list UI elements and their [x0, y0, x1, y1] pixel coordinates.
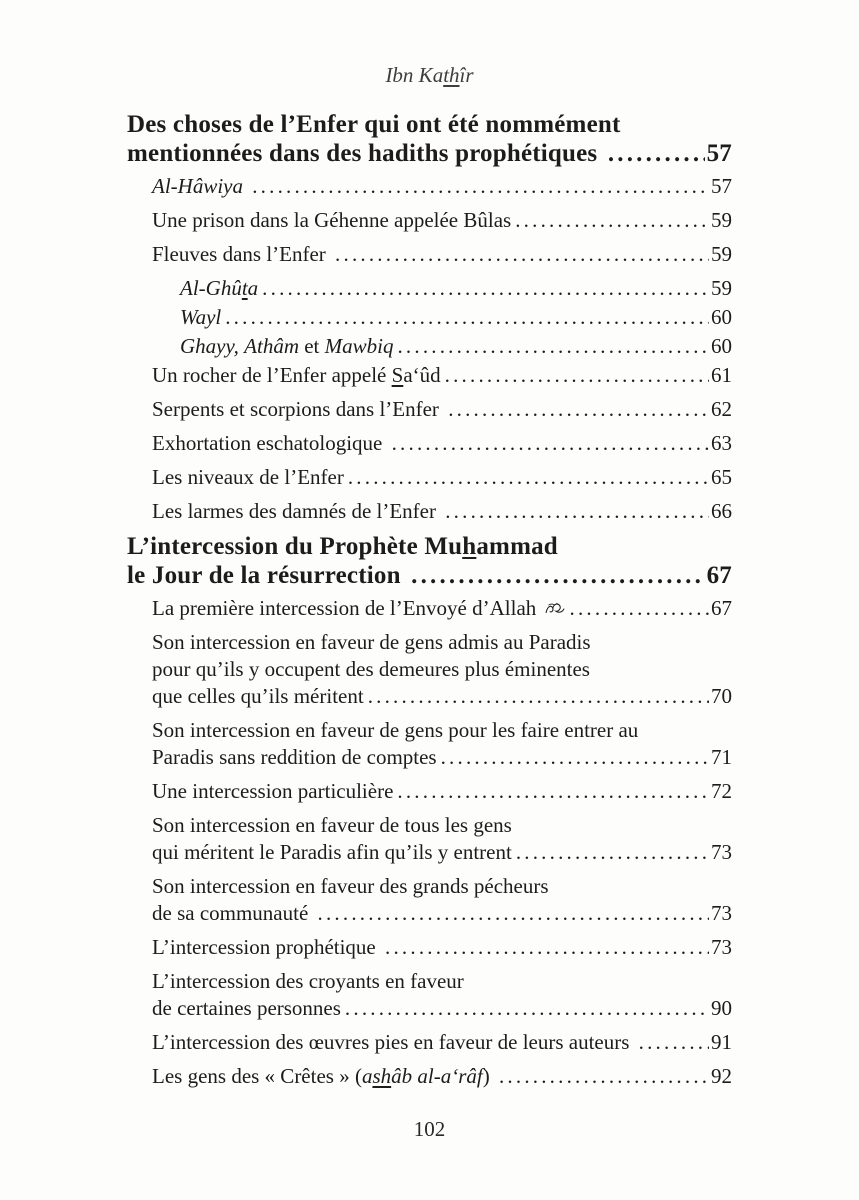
toc-entry-title: [152, 778, 393, 805]
toc-entry-title: [152, 995, 341, 1022]
toc-entry: [127, 968, 732, 1022]
toc-dot-leader: [639, 1029, 709, 1056]
text-segment: Une intercession particulière: [152, 779, 394, 803]
toc-entry: [127, 275, 732, 302]
text-segment: L’intercession prophétique: [152, 935, 382, 959]
toc-page-number: 73: [711, 840, 732, 864]
toc-line: [152, 744, 732, 771]
text-segment: Wayl: [180, 305, 222, 329]
toc-page-number: 57: [711, 174, 732, 198]
text-segment: Paradis sans reddition de comptes: [152, 745, 437, 769]
text-segment: a: [361, 1064, 373, 1088]
toc-line: [152, 173, 732, 200]
toc-page-number: 71: [711, 745, 732, 769]
text-segment: La première intercession de l’Envoyé d’Allah: [152, 596, 542, 620]
toc-line: [180, 304, 732, 331]
toc-line: [152, 241, 732, 268]
text-segment: h: [462, 533, 477, 560]
toc-dot-leader: [445, 498, 709, 525]
text-segment: t: [241, 276, 248, 300]
toc-line: [152, 1029, 732, 1056]
text-segment: Ibn Ka: [385, 63, 444, 87]
toc-line: [152, 595, 732, 622]
toc-page-number: 60: [711, 305, 732, 329]
toc-entry-title: [152, 934, 381, 961]
toc-line: [152, 430, 732, 457]
toc-entry: [127, 717, 732, 771]
toc-dot-leader: [392, 430, 709, 457]
text-segment: th: [443, 63, 460, 87]
toc-page-number: 57: [706, 140, 732, 167]
toc-page-number: 59: [711, 276, 732, 300]
toc-entry-title: [152, 464, 344, 491]
text-segment: Les gens des « Crêtes » (: [152, 1064, 362, 1088]
text-segment: que celles qu’ils méritent: [152, 684, 364, 708]
saws-calligraphy-icon: [544, 595, 566, 622]
toc-page-number: 63: [711, 431, 732, 455]
toc-page-number: 60: [711, 334, 732, 358]
text-segment: Athâm: [244, 334, 299, 358]
text-segment: sh: [372, 1064, 392, 1088]
text-segment: a‘ûd: [403, 363, 441, 387]
toc-entry-title: [127, 561, 407, 590]
toc-entry: [127, 430, 732, 457]
toc-dot-leader: [385, 934, 709, 961]
table-of-contents: [127, 110, 732, 1090]
toc-line: [152, 656, 732, 683]
toc-page-number: 90: [711, 996, 732, 1020]
footer-page-number: 102: [413, 1117, 446, 1141]
text-segment: et: [298, 334, 325, 358]
toc-dot-leader: [411, 561, 704, 590]
toc-page-number: 73: [711, 901, 732, 925]
text-segment: Des choses de l’Enfer qui ont été nommément: [127, 111, 621, 138]
toc-page-number: 67: [706, 562, 732, 589]
toc-line: [152, 995, 732, 1022]
text-segment: mentionnées dans des hadiths prophétiques: [127, 140, 604, 167]
toc-entry-title: [152, 900, 314, 927]
toc-dot-leader: [445, 362, 709, 389]
toc-page-number: 91: [711, 1030, 732, 1054]
toc-entry-title: [152, 207, 511, 234]
toc-line: [152, 778, 732, 805]
toc-dot-leader: [570, 595, 709, 622]
toc-dot-leader: [499, 1063, 709, 1090]
toc-line: [152, 1063, 732, 1090]
text-segment: Al-Hâwiya: [152, 174, 249, 198]
text-segment: L’intercession des œuvres pies en faveur de leurs auteurs: [152, 1030, 635, 1054]
toc-line: [152, 839, 732, 866]
text-segment: Exhortation eschatologique: [152, 431, 388, 455]
text-segment: S: [391, 363, 404, 387]
toc-entry: [127, 396, 732, 423]
text-segment: Son intercession en faveur de tous les gens: [152, 813, 512, 837]
text-segment: le Jour de la résurrection: [127, 562, 408, 589]
toc-entry-title: [152, 718, 638, 742]
toc-entry-title: [152, 173, 248, 200]
toc-entry-title: [152, 362, 441, 389]
toc-entry: [127, 333, 732, 360]
toc-dot-leader: [252, 173, 709, 200]
text-segment: Serpents et scorpions dans l’Enfer: [152, 397, 445, 421]
toc-line: [152, 812, 732, 839]
toc-entry: [127, 498, 732, 525]
text-segment: Son intercession en faveur des grands pécheurs: [152, 874, 549, 898]
toc-entry: [127, 629, 732, 710]
toc-page-number: 59: [711, 242, 732, 266]
toc-line: [127, 110, 732, 139]
toc-line: [127, 139, 732, 168]
toc-entry-title: [127, 111, 621, 138]
toc-line: [152, 362, 732, 389]
toc-entry-title: [152, 874, 549, 898]
text-segment: ammad: [476, 533, 558, 560]
toc-dot-leader: [368, 683, 709, 710]
text-segment: Ghayy,: [180, 334, 239, 358]
toc-page-number: 73: [711, 935, 732, 959]
toc-dot-leader: [441, 744, 709, 771]
text-segment: pour qu’ils y occupent des demeures plus éminentes: [152, 657, 590, 681]
toc-dot-leader: [225, 304, 709, 331]
text-segment: îr: [459, 63, 474, 87]
text-segment: Un rocher de l’Enfer appelé: [152, 363, 392, 387]
toc-dot-leader: [516, 839, 709, 866]
toc-entry: [127, 110, 732, 168]
toc-entry-title: [152, 595, 566, 622]
toc-line: [152, 498, 732, 525]
toc-page-number: 70: [711, 684, 732, 708]
toc-dot-leader: [348, 464, 709, 491]
toc-line: [152, 464, 732, 491]
toc-entry: [127, 173, 732, 200]
text-segment: Les larmes des damnés de l’Enfer: [152, 499, 442, 523]
toc-line: [152, 717, 732, 744]
toc-entry-title: [152, 396, 444, 423]
text-segment: L’intercession des croyants en faveur: [152, 969, 464, 993]
toc-entry-title: [152, 1063, 495, 1090]
text-segment: qui méritent le Paradis afin qu’ils y entrent: [152, 840, 512, 864]
toc-entry: [127, 207, 732, 234]
toc-entry: [127, 1063, 732, 1090]
toc-entry-title: [152, 430, 388, 457]
toc-entry-title: [152, 630, 591, 654]
toc-entry-title: [180, 304, 221, 331]
toc-entry-title: [152, 744, 437, 771]
text-segment: L’intercession du Prophète Mu: [127, 533, 463, 560]
toc-entry-title: [127, 139, 604, 168]
toc-entry-title: [152, 683, 364, 710]
toc-entry-title: [152, 1029, 635, 1056]
toc-entry-title: [152, 657, 590, 681]
toc-entry-title: [152, 839, 512, 866]
toc-entry: [127, 873, 732, 927]
toc-entry-title: [152, 813, 512, 837]
text-segment: Son intercession en faveur de gens admis au Paradis: [152, 630, 591, 654]
toc-line: [152, 207, 732, 234]
toc-line: [152, 900, 732, 927]
toc-entry: [127, 778, 732, 805]
toc-page-number: 59: [711, 208, 732, 232]
toc-line: [127, 532, 732, 561]
toc-line: [152, 873, 732, 900]
text-segment: ): [482, 1064, 495, 1088]
toc-line: [152, 396, 732, 423]
toc-dot-leader: [397, 778, 709, 805]
toc-page-number: 66: [711, 499, 732, 523]
toc-dot-leader: [608, 139, 705, 168]
toc-entry-title: [152, 969, 464, 993]
toc-entry-title: [152, 241, 331, 268]
toc-page-number: 67: [711, 596, 732, 620]
text-segment: de sa communauté: [152, 901, 314, 925]
toc-entry-title: [152, 498, 441, 525]
text-segment: Al-Ghû: [180, 276, 242, 300]
toc-entry: [127, 812, 732, 866]
toc-entry-title: [180, 333, 393, 360]
toc-entry: [127, 1029, 732, 1056]
toc-entry-title: [180, 275, 258, 302]
toc-line: [152, 629, 732, 656]
toc-page-number: 65: [711, 465, 732, 489]
toc-page-number: 62: [711, 397, 732, 421]
toc-dot-leader: [397, 333, 709, 360]
toc-dot-leader: [345, 995, 709, 1022]
text-segment: Mawbiq: [324, 334, 394, 358]
text-segment: Son intercession en faveur de gens pour les faire entrer au: [152, 718, 639, 742]
toc-entry: [127, 304, 732, 331]
toc-dot-leader: [318, 900, 709, 927]
toc-entry: [127, 934, 732, 961]
toc-dot-leader: [262, 275, 709, 302]
toc-dot-leader: [335, 241, 709, 268]
text-segment: Une prison dans la Géhenne appelée Bûlas: [152, 208, 512, 232]
running-header: [0, 0, 859, 88]
text-segment: âb al-a‘râf: [391, 1064, 483, 1088]
toc-page-number: 92: [711, 1064, 732, 1088]
toc-entry: [127, 464, 732, 491]
text-segment: de certaines personnes: [152, 996, 341, 1020]
toc-line: [152, 934, 732, 961]
toc-page-number: 61: [711, 363, 732, 387]
toc-entry-title: [127, 533, 558, 560]
toc-line: [180, 275, 732, 302]
toc-line: [180, 333, 732, 360]
toc-entry: [127, 241, 732, 268]
text-segment: Fleuves dans l’Enfer: [152, 242, 332, 266]
toc-line: [127, 561, 732, 590]
toc-entry: [127, 595, 732, 622]
toc-page-number: 72: [711, 779, 732, 803]
toc-entry: [127, 362, 732, 389]
text-segment: Les niveaux de l’Enfer: [152, 465, 344, 489]
toc-dot-leader: [448, 396, 709, 423]
toc-line: [152, 683, 732, 710]
toc-entry: [127, 532, 732, 590]
toc-dot-leader: [515, 207, 709, 234]
text-segment: a: [247, 276, 259, 300]
toc-line: [152, 968, 732, 995]
